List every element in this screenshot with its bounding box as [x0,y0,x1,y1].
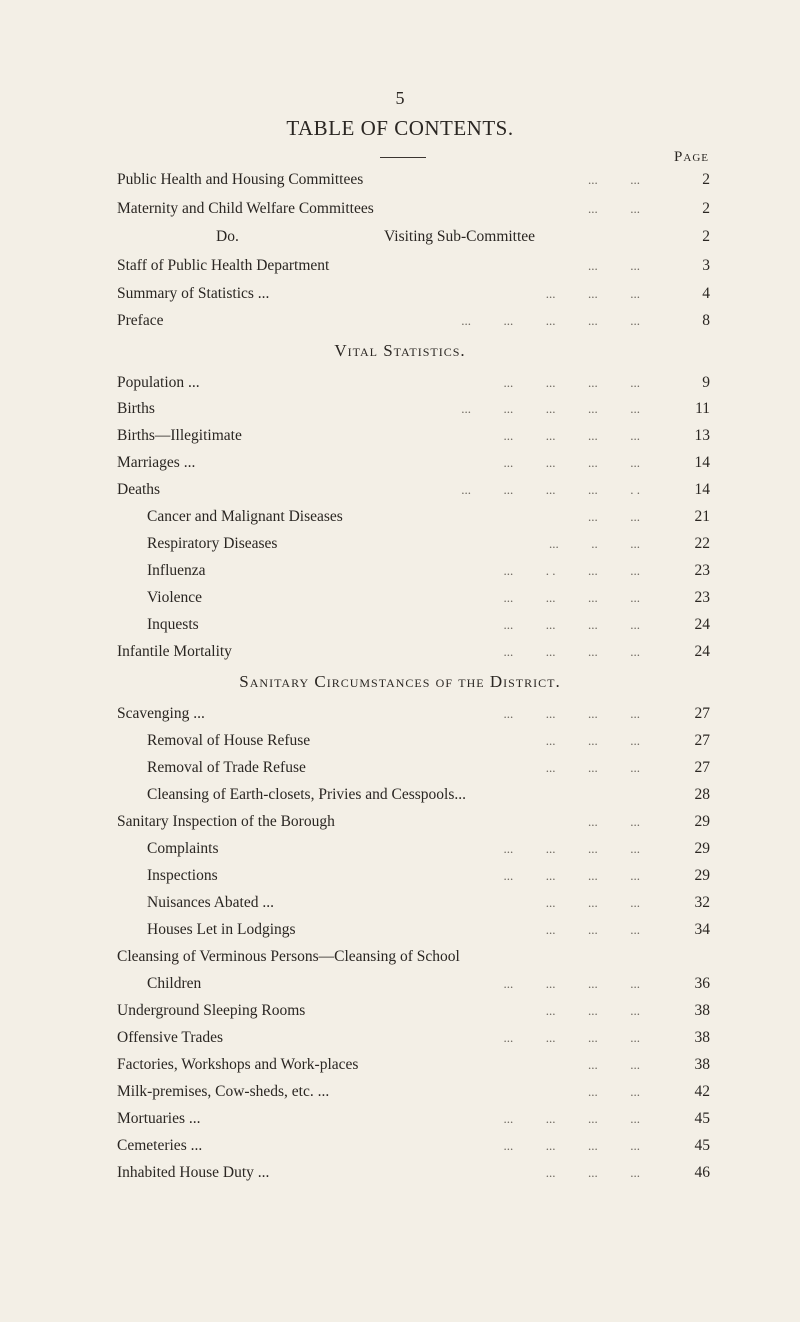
page-number: 5 [395,88,405,108]
toc-entry [0,782,800,808]
toc-entry [0,944,800,970]
toc-entry [0,917,800,943]
toc-entry-page: 32 [694,894,710,911]
leader-dots: ... ... ... [545,286,640,301]
leader-dots: ... ... ... ... [503,706,640,721]
toc-entry [0,167,800,193]
toc-entry-label: Maternity and Child Welfare Committees [117,200,374,217]
toc-entry [0,890,800,916]
toc-entry-page: 46 [694,1164,710,1181]
toc-entry [0,196,800,222]
toc-entry-page: 2 [702,200,710,217]
toc-entry [0,1160,800,1186]
toc-entry-label: Public Health and Housing Committees [117,171,364,188]
toc-entry-page: 29 [694,813,710,830]
toc-entry [0,504,800,530]
leader-dots: ... .. ... [549,536,640,551]
toc-entry [0,253,800,279]
toc-entry-page: 38 [694,1029,710,1046]
page-column-label: Page [674,149,709,165]
toc-entry-label: Mortuaries ... [117,1110,201,1127]
toc-entry [0,1133,800,1159]
toc-entry-page: 22 [694,535,710,552]
toc-entry-label: Complaints [147,840,219,857]
toc-entry-label: Nuisances Abated ... [147,894,274,911]
toc-entry-page: 21 [694,508,710,525]
toc-entry-page: 14 [694,454,710,471]
toc-entry [0,639,800,665]
toc-entry-page: 27 [694,705,710,722]
toc-entry-page: 29 [694,840,710,857]
toc-entry-label: Cleansing of Verminous Persons—Cleansing of School [117,948,460,965]
toc-entry-page: 34 [694,921,710,938]
toc-entry-label: Summary of Statistics ... [117,285,270,302]
toc-entry-label: Sanitary Inspection of the Borough [117,813,335,830]
leader-dots: ... ... ... ... ... [461,401,640,416]
toc-entry-page: 38 [694,1002,710,1019]
leader-dots: ... ... ... ... [503,428,640,443]
leader-dots: ... ... ... [545,1165,640,1180]
title-divider [380,157,426,158]
toc-entry [0,755,800,781]
toc-entry [0,531,800,557]
leader-dots: ... ... ... ... [503,1138,640,1153]
toc-entry-label: Underground Sleeping Rooms [117,1002,306,1019]
toc-entry-page: 36 [694,975,710,992]
toc-entry [0,612,800,638]
toc-entry-label: Offensive Trades [117,1029,224,1046]
toc-entry-label: Preface [117,312,164,329]
page-title: TABLE OF CONTENTS. [286,116,514,140]
leader-dots: ... ... [588,201,640,216]
leader-dots: ... ... [588,814,640,829]
leader-dots: ... ... ... ... [503,976,640,991]
toc-entry [0,370,800,396]
leader-dots: ... ... ... [545,760,640,775]
toc-entry-label: Infantile Mortality [117,643,232,660]
toc-entry [0,728,800,754]
toc-entry-label: Influenza [147,562,206,579]
toc-entry-page: 3 [702,257,710,274]
toc-entry-label: Deaths [117,481,161,498]
leader-dots: ... . . ... ... [503,563,640,578]
leader-dots: ... ... ... ... [503,455,640,470]
toc-entry-page: 42 [694,1083,710,1100]
toc-entry-label: Respiratory Diseases [147,535,278,552]
toc-entry [0,971,800,997]
toc-entry [0,1079,800,1105]
toc-entry-page: 29 [694,867,710,884]
leader-dots: ... ... ... [545,733,640,748]
toc-entry-label: Births [117,400,155,417]
toc-entry-label: Inquests [147,616,199,633]
toc-entry-page: 45 [694,1137,710,1154]
leader-dots: ... ... ... ... [503,375,640,390]
toc-entry-page: 27 [694,759,710,776]
leader-dots: ... ... ... ... ... [461,313,640,328]
toc-entry-page: 24 [694,643,710,660]
toc-entry-label: Cemeteries ... [117,1137,203,1154]
toc-entry-page: 11 [695,400,710,417]
toc-entry-page: 4 [702,285,710,302]
toc-entry-label: Cleansing of Earth-closets, Privies and Cesspools... [147,786,466,803]
toc-entry-page: 9 [702,374,710,391]
toc-entry [0,809,800,835]
leader-dots: ... ... ... ... [503,1030,640,1045]
toc-entry [0,998,800,1024]
toc-entry-label: Violence [147,589,203,606]
leader-dots: ... ... ... [545,922,640,937]
toc-entry [0,308,800,334]
toc-entry [0,1025,800,1051]
toc-entry-page: 24 [694,616,710,633]
leader-dots: ... ... [588,509,640,524]
toc-entry [0,836,800,862]
toc-entry-label: Children [147,975,202,992]
toc-entry-page: 23 [694,589,710,606]
toc-entry [0,450,800,476]
toc-entry-label: Houses Let in Lodgings [147,921,296,938]
leader-dots: ... ... ... ... [503,644,640,659]
leader-dots: ... ... [588,1084,640,1099]
toc-entry [0,701,800,727]
toc-entry-label: Births—Illegitimate [117,427,242,444]
toc-entry-page: 27 [694,732,710,749]
toc-entry-page: 2 [702,171,710,188]
toc-entry-label: Removal of Trade Refuse [147,759,306,776]
toc-entry-label: Inhabited House Duty ... [117,1164,270,1181]
toc-entry-label: Inspections [147,867,218,884]
toc-entry [0,281,800,307]
toc-entry [0,1106,800,1132]
section-heading-sanitary-circumstances: Sanitary Circumstances of the District. [239,672,561,691]
toc-entry [0,1052,800,1078]
leader-dots: ... ... ... [545,895,640,910]
leader-dots: ... ... ... ... . . [461,482,640,497]
toc-entry-label: Factories, Workshops and Work-places [117,1056,359,1073]
toc-entry-label: Do. [216,228,239,245]
toc-entry-label: Removal of House Refuse [147,732,311,749]
toc-entry-label: Cancer and Malignant Diseases [147,508,343,525]
section-heading-vital-statistics: Vital Statistics. [334,341,466,360]
toc-entry [0,224,800,250]
toc-entry-label: Population ... [117,374,200,391]
toc-entry-page: 38 [694,1056,710,1073]
leader-dots: ... ... [588,258,640,273]
toc-entry-label: Milk-premises, Cow-sheds, etc. ... [117,1083,330,1100]
leader-dots: ... ... ... ... [503,1111,640,1126]
leader-dots: ... ... [588,1057,640,1072]
toc-entry [0,558,800,584]
toc-entry [0,477,800,503]
toc-entry-page: 8 [702,312,710,329]
toc-entry [0,863,800,889]
leader-dots: ... ... ... ... [503,868,640,883]
toc-entry-label-continued: Visiting Sub-Committee [384,228,536,245]
toc-entry [0,423,800,449]
toc-entry-label: Staff of Public Health Department [117,257,330,274]
toc-entry-page: 23 [694,562,710,579]
leader-dots: ... ... ... ... [503,841,640,856]
toc-entry-page: 13 [694,427,710,444]
leader-dots: ... ... ... ... [503,617,640,632]
toc-entry-label: Marriages ... [117,454,196,471]
leader-dots: ... ... ... ... [503,590,640,605]
toc-entry-page: 45 [694,1110,710,1127]
toc-entry [0,396,800,422]
toc-entry [0,585,800,611]
toc-entry-page: 28 [694,786,710,803]
toc-entry-page: 14 [694,481,710,498]
leader-dots: ... ... [588,172,640,187]
toc-entry-label: Scavenging ... [117,705,205,722]
leader-dots: ... ... ... [545,1003,640,1018]
toc-entry-page: 2 [702,228,710,245]
